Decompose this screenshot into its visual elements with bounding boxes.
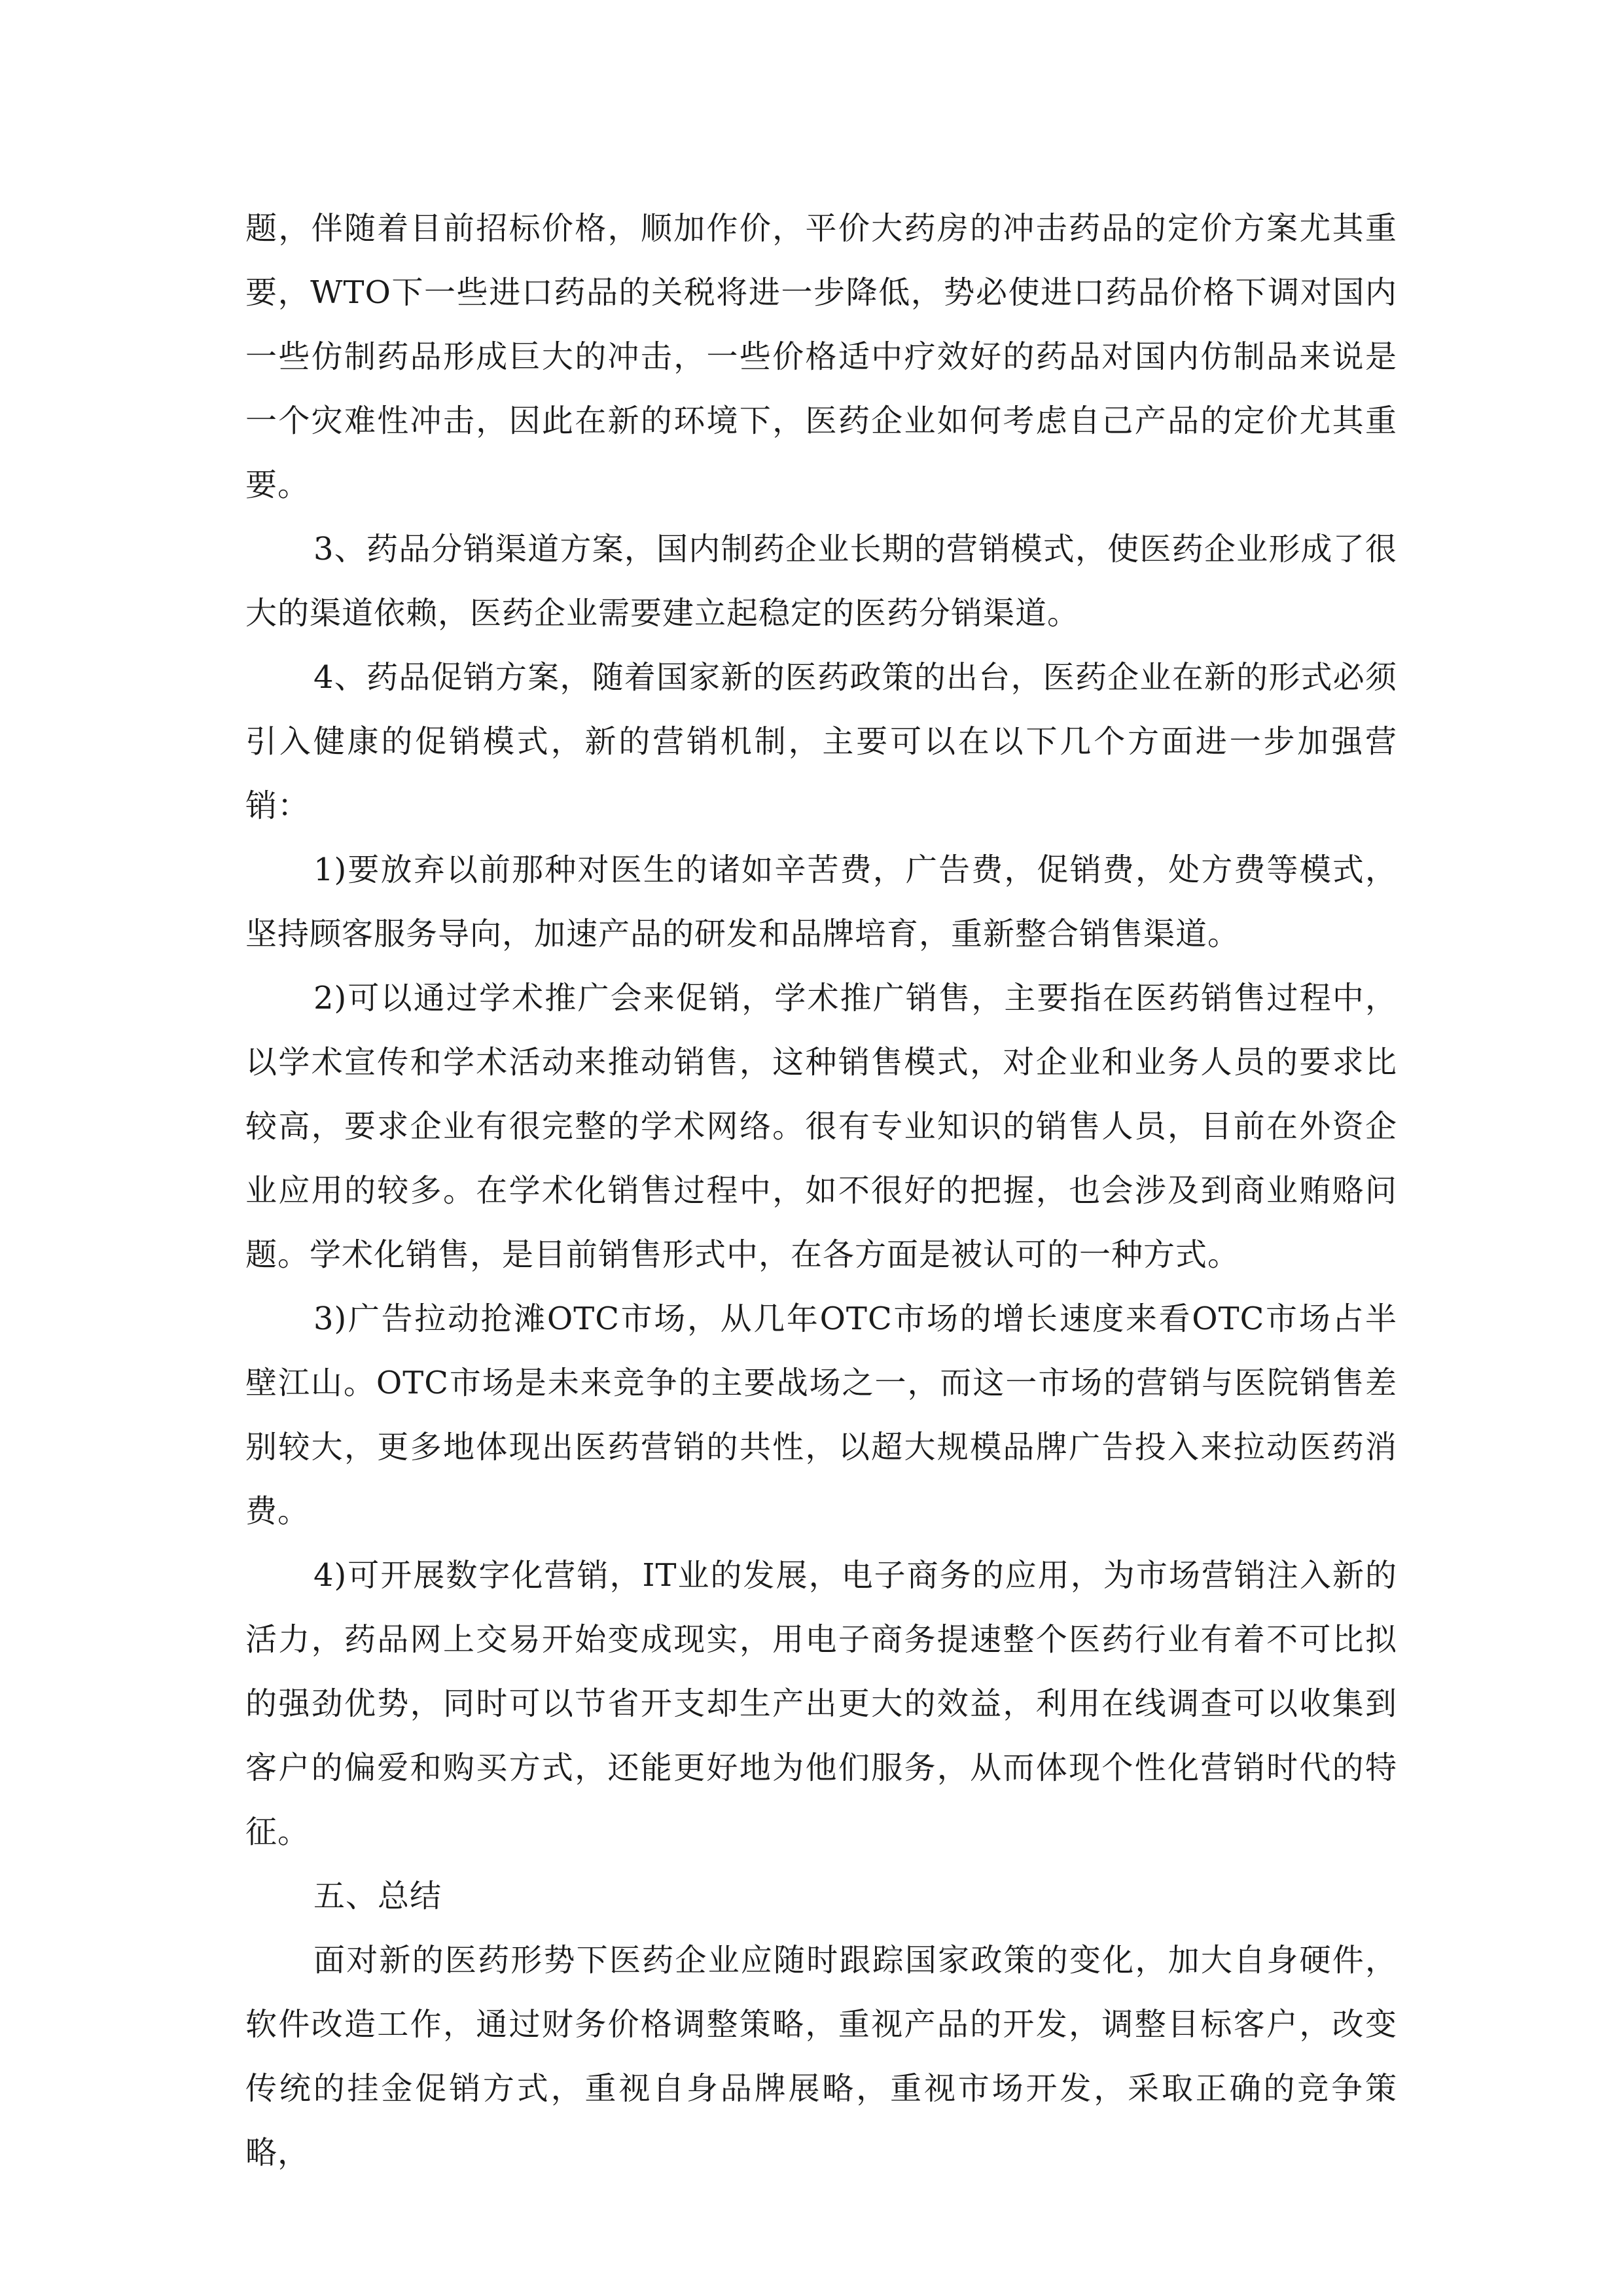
paragraph-promotion-plan: 4、药品促销方案，随着国家新的医药政策的出台，医药企业在新的形式必须引入健康的促销模式，新的营销机制，主要可以在以下几个方面进一步加强营销： [245, 659, 1397, 824]
paragraph-distribution-channel: 3、药品分销渠道方案，国内制药企业长期的营销模式，使医药企业形成了很大的渠道依赖，医药企业需要建立起稳定的医药分销渠道。 [245, 531, 1397, 632]
paragraph-item-2: 2)可以通过学术推广会来促销，学术推广销售，主要指在医药销售过程中，以学术宣传和学术活动来推动销售，这种销售模式，对企业和业务人员的要求比较高，要求企业有很完整的学术网络。很有专业知识的销售人员，目前在外资企业应用的较多。在学术化销售过程中，如不很好的把握，也会涉及到商业贿赂问题。学术化销售，是目前销售形式中，在各方面是被认可的一种方式。 [245, 980, 1397, 1273]
paragraph-item-4: 4)可开展数字化营销，IT业的发展，电子商务的应用，为市场营销注入新的活力，药品网上交易开始变成现实，用电子商务提速整个医药行业有着不可比拟的强劲优势，同时可以节省开支却生产出更大的效益，利用在线调查可以收集到客户的偏爱和购买方式，还能更好地为他们服务，从而体现个性化营销时代的特征。 [245, 1557, 1397, 1850]
paragraph-item-3: 3)广告拉动抢滩OTC市场，从几年OTC市场的增长速度来看OTC市场占半壁江山。OTC市场是未来竞争的主要战场之一，而这一市场的营销与医院销售差别较大，更多地体现出医药营销的共性，以超大规模品牌广告投入来拉动医药消费。 [245, 1300, 1397, 1530]
paragraph-summary: 面对新的医药形势下医药企业应随时跟踪国家政策的变化，加大自身硬件，软件改造工作，通过财务价格调整策略，重视产品的开发，调整目标客户，改变传统的挂金促销方式，重视自身品牌展略，重视市场开发，采取正确的竞争策略， [245, 1942, 1397, 2171]
document-body [245, 196, 1397, 2185]
paragraph-pricing-continued: 题，伴随着目前招标价格，顺加作价，平价大药房的冲击药品的定价方案尤其重要，WTO下一些进口药品的关税将进一步降低，势必使进口药品价格下调对国内一些仿制药品形成巨大的冲击，一些价格适中疗效好的药品对国内仿制品来说是一个灾难性冲击，因此在新的环境下，医药企业如何考虑自己产品的定价尤其重要。 [245, 210, 1397, 503]
paragraph-item-1: 1)要放弃以前那种对医生的诸如辛苦费，广告费，促销费，处方费等模式，坚持顾客服务导向，加速产品的研发和品牌培育，重新整合销售渠道。 [245, 852, 1397, 952]
section-heading-summary: 五、总结 [313, 1878, 442, 1914]
